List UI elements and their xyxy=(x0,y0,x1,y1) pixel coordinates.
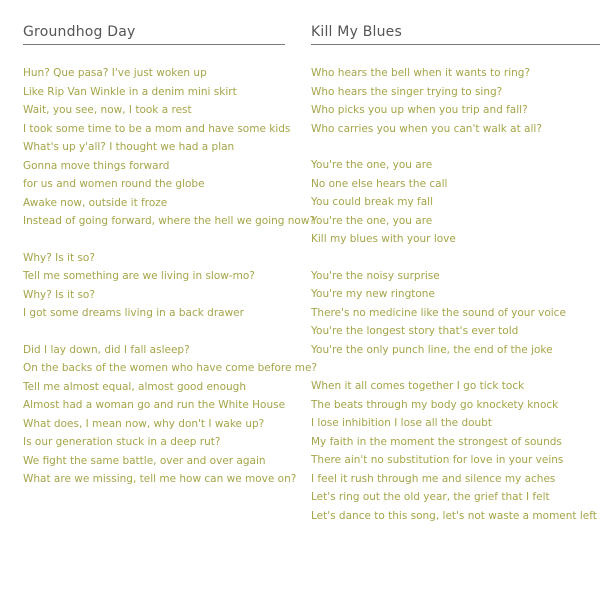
lyric-line: Hun? Que pasa? I've just woken up xyxy=(23,67,207,79)
lyric-line: Awake now, outside it froze xyxy=(23,196,168,209)
song-column-groundhog-day xyxy=(23,20,318,507)
lyric-line: We fight the same battle, over and over again xyxy=(23,454,266,467)
lyrics-body xyxy=(23,64,318,489)
verse xyxy=(311,377,600,525)
lyric-line: When it all comes together I go tick tock xyxy=(311,380,525,392)
lyric-line: You're the one, you are xyxy=(311,159,433,171)
lyric-line: You could break my fall xyxy=(311,196,434,208)
lyric-line: I took some time to be a mom and have some kids xyxy=(23,122,291,135)
lyric-line: What's up y'all? I thought we had a plan xyxy=(23,141,235,153)
lyric-line: Tell me almost equal, almost good enough xyxy=(23,380,246,393)
verse xyxy=(311,156,600,249)
lyric-line: Who picks you up when you trip and fall? xyxy=(311,104,528,116)
verse xyxy=(311,267,600,360)
lyric-line: I feel it rush through me and silence my aches xyxy=(311,472,556,485)
lyric-line: Almost had a woman go and run the White House xyxy=(23,399,286,411)
verse xyxy=(23,341,318,489)
song-title: Kill My Blues xyxy=(311,24,402,40)
lyric-line: You're the one, you are xyxy=(311,214,433,227)
lyric-line: I got some dreams living in a back drawer xyxy=(23,307,244,319)
lyric-line: Instead of going forward, where the hell we going now? xyxy=(23,215,316,227)
lyric-line: You're the noisy surprise xyxy=(311,269,440,282)
lyric-line: Why? Is it so? xyxy=(23,251,95,264)
lyric-line: Like Rip Van Winkle in a denim mini skirt xyxy=(23,85,237,98)
lyric-line: Who hears the singer trying to sing? xyxy=(311,85,503,98)
lyric-line: Wait, you see, now, I took a rest xyxy=(23,104,192,116)
lyric-line: You're the longest story that's ever told xyxy=(311,325,519,337)
lyric-line: No one else hears the call xyxy=(311,177,448,190)
lyric-line: There's no medicine like the sound of your voice xyxy=(311,306,566,319)
song-title: Groundhog Day xyxy=(23,24,136,40)
title-divider xyxy=(311,44,600,45)
lyric-line: Tell me something are we living in slow-mo? xyxy=(23,270,255,282)
lyric-line: You're my new ringtone xyxy=(311,288,435,300)
lyric-line: Let's ring out the old year, the grief that I felt xyxy=(311,491,550,503)
lyric-line: Who hears the bell when it wants to ring? xyxy=(311,67,531,79)
lyric-line: The beats through my body go knockety knock xyxy=(311,398,559,411)
lyric-line: On the backs of the women who have come before me? xyxy=(23,362,318,374)
lyric-line: for us and women round the globe xyxy=(23,178,205,190)
verse xyxy=(23,64,316,231)
lyric-line: What are we missing, tell me how can we move on? xyxy=(23,473,297,485)
lyric-line: You're the only punch line, the end of the joke xyxy=(311,343,553,356)
title-divider xyxy=(23,44,285,45)
lyric-line: What does, I mean now, why don't I wake up? xyxy=(23,417,265,430)
lyric-line: Did I lay down, did I fall asleep? xyxy=(23,343,190,356)
verse xyxy=(23,249,293,323)
song-column-kill-my-blues xyxy=(311,20,600,543)
lyric-line: There ain't no substitution for love in your veins xyxy=(311,454,564,466)
verse xyxy=(311,64,600,138)
lyric-line: Gonna move things forward xyxy=(23,159,170,172)
lyric-line: Kill my blues with your love xyxy=(311,233,456,245)
lyrics-body xyxy=(311,64,600,525)
lyric-line: Who carries you when you can't walk at all? xyxy=(311,122,542,135)
lyric-line: I lose inhibition I lose all the doubt xyxy=(311,417,492,429)
lyric-line: Why? Is it so? xyxy=(23,288,95,301)
lyric-line: Is our generation stuck in a deep rut? xyxy=(23,436,221,448)
lyric-line: Let's dance to this song, let's not waste a moment left xyxy=(311,509,597,522)
lyric-line: My faith in the moment the strongest of sounds xyxy=(311,435,562,448)
